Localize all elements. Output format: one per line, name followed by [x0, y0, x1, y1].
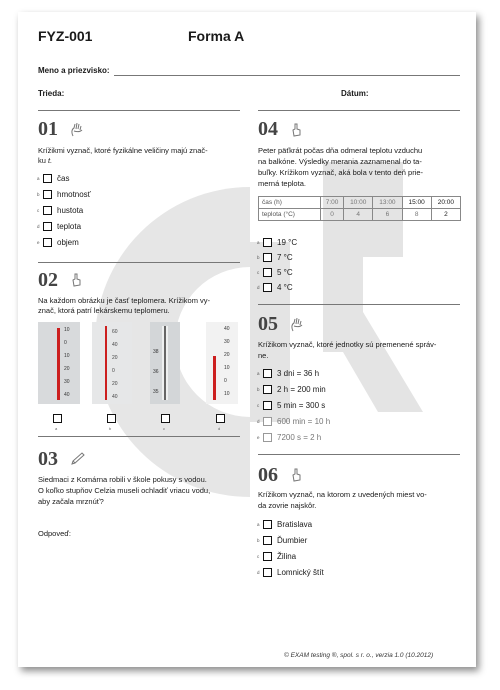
checkbox-b[interactable]	[107, 414, 116, 423]
checkbox[interactable]	[43, 174, 52, 183]
option-row[interactable]: c 5 °C	[257, 268, 293, 277]
table-row: teplota (°C) 0 4 6 8 2	[259, 209, 461, 221]
option-row[interactable]: b 7 °C	[257, 253, 293, 262]
option-row[interactable]: b 2 h = 200 min	[257, 385, 326, 394]
checkbox[interactable]	[43, 238, 52, 247]
waving-hand-icon	[290, 318, 304, 332]
option-row[interactable]: b hmotnosť	[37, 190, 91, 199]
checkbox[interactable]	[263, 268, 272, 277]
divider	[38, 110, 240, 111]
option-row[interactable]: a 19 °C	[257, 238, 298, 247]
option-letter: a	[55, 426, 58, 431]
thermometer-image-d: 40 30 20 10 0 10	[206, 322, 238, 404]
option-row[interactable]: c hustota	[37, 206, 84, 215]
checkbox[interactable]	[263, 385, 272, 394]
question-number: 06	[258, 464, 278, 486]
thermometer-image-b: 60 40 20 0 20 40	[92, 322, 132, 404]
pencil-icon	[70, 452, 86, 466]
checkbox[interactable]	[263, 401, 272, 410]
symbol-t: t.	[48, 156, 53, 165]
checkbox-a[interactable]	[53, 414, 62, 423]
option-row[interactable]: e 7200 s = 2 h	[257, 433, 322, 442]
option-letter: b	[109, 426, 112, 431]
form-label: Forma A	[188, 28, 245, 44]
date-label: Dátum:	[341, 89, 369, 98]
test-code: FYZ-001	[38, 28, 93, 44]
question-number: 01	[38, 118, 58, 140]
question-number: 03	[38, 448, 58, 470]
option-row[interactable]: a 3 dni = 36 h	[257, 369, 320, 378]
checkbox[interactable]	[43, 206, 52, 215]
class-label: Trieda:	[38, 89, 65, 98]
question-text-2: ku	[38, 156, 46, 165]
checkbox[interactable]	[263, 417, 272, 426]
question-number: 04	[258, 118, 278, 140]
checkbox[interactable]	[263, 433, 272, 442]
divider	[258, 454, 460, 455]
question-text: ne.	[258, 351, 269, 360]
checkbox[interactable]	[263, 283, 272, 292]
question-text: Peter päťkrát počas dňa odmeral teplotu vzduchu	[258, 146, 423, 155]
question-number: 05	[258, 313, 278, 335]
option-row[interactable]: a čas	[37, 174, 70, 183]
table-row: čas (h) 7:00 10:00 13:00 15:00 20:00	[259, 197, 461, 209]
measurement-table	[258, 196, 461, 221]
option-row[interactable]: a Bratislava	[257, 520, 313, 529]
question-text: buľky. Krížikom vyznač, aká bola v tento deň prie-	[258, 168, 424, 177]
divider	[258, 110, 460, 111]
checkbox[interactable]	[263, 536, 272, 545]
question-text-2: znač, ktorá patrí lekárskemu teplomeru.	[38, 306, 170, 315]
question-text: Krížikmi vyznač, ktoré fyzikálne veličiny majú znač-	[38, 146, 208, 155]
checkbox[interactable]	[263, 369, 272, 378]
option-row[interactable]: c 5 min = 300 s	[257, 401, 326, 410]
checkbox[interactable]	[263, 552, 272, 561]
option-row[interactable]: c Žilina	[257, 552, 297, 561]
pointing-hand-icon	[290, 123, 303, 137]
checkbox-d[interactable]	[216, 414, 225, 423]
question-text: Siedmaci z Komárna robili v škole pokusy s vodou.	[38, 475, 207, 484]
thermometer-image-a: 10 0 10 20 30 40	[38, 322, 80, 404]
option-row[interactable]: d teplota	[37, 222, 82, 231]
option-letter: c	[163, 426, 165, 431]
footer-copyright: © EXAM testing ®, spol. s r. o., verzia 1.0 (10.2012)	[284, 652, 434, 659]
option-row[interactable]: b Ďumbier	[257, 536, 308, 545]
question-text: Krížikom vyznač, na ktorom z uvedených miest vo-	[258, 490, 427, 499]
question-text: Na každom obrázku je časť teplomera. Krížikom vy-	[38, 296, 211, 305]
question-text: aby začala mrznúť?	[38, 497, 104, 506]
divider	[258, 304, 460, 305]
divider	[38, 436, 240, 437]
question-text: Krížikom vyznač, ktoré jednotky sú premenené správ-	[258, 340, 437, 349]
checkbox[interactable]	[43, 190, 52, 199]
worksheet-page	[18, 12, 476, 667]
checkbox[interactable]	[43, 222, 52, 231]
checkbox[interactable]	[263, 520, 272, 529]
divider	[38, 262, 240, 263]
checkbox[interactable]	[263, 568, 272, 577]
question-text: O koľko stupňov Celzia museli ochladiť vriacu vodu,	[38, 486, 211, 495]
option-row[interactable]: d 600 min = 10 h	[257, 417, 331, 426]
name-label: Meno a priezvisko:	[38, 66, 110, 75]
question-text: da zovrie najskôr.	[258, 501, 317, 510]
option-row[interactable]: d 4 °C	[257, 283, 293, 292]
pointing-hand-icon	[290, 468, 303, 482]
option-row[interactable]: e objem	[37, 238, 79, 247]
question-number: 02	[38, 269, 58, 291]
checkbox[interactable]	[263, 253, 272, 262]
waving-hand-icon	[70, 123, 84, 137]
question-text: merná teplota.	[258, 179, 306, 188]
pointing-hand-icon	[70, 273, 83, 287]
option-letter: d	[218, 426, 221, 431]
option-row[interactable]: d Lomnický štít	[257, 568, 324, 577]
name-field-line[interactable]	[114, 75, 460, 76]
answer-label: Odpoveď:	[38, 529, 71, 538]
checkbox[interactable]	[263, 238, 272, 247]
thermometer-image-c: 38 36 35	[150, 322, 180, 404]
checkbox-c[interactable]	[161, 414, 170, 423]
question-text: na balkóne. Výsledky merania zaznamenal do ta-	[258, 157, 422, 166]
